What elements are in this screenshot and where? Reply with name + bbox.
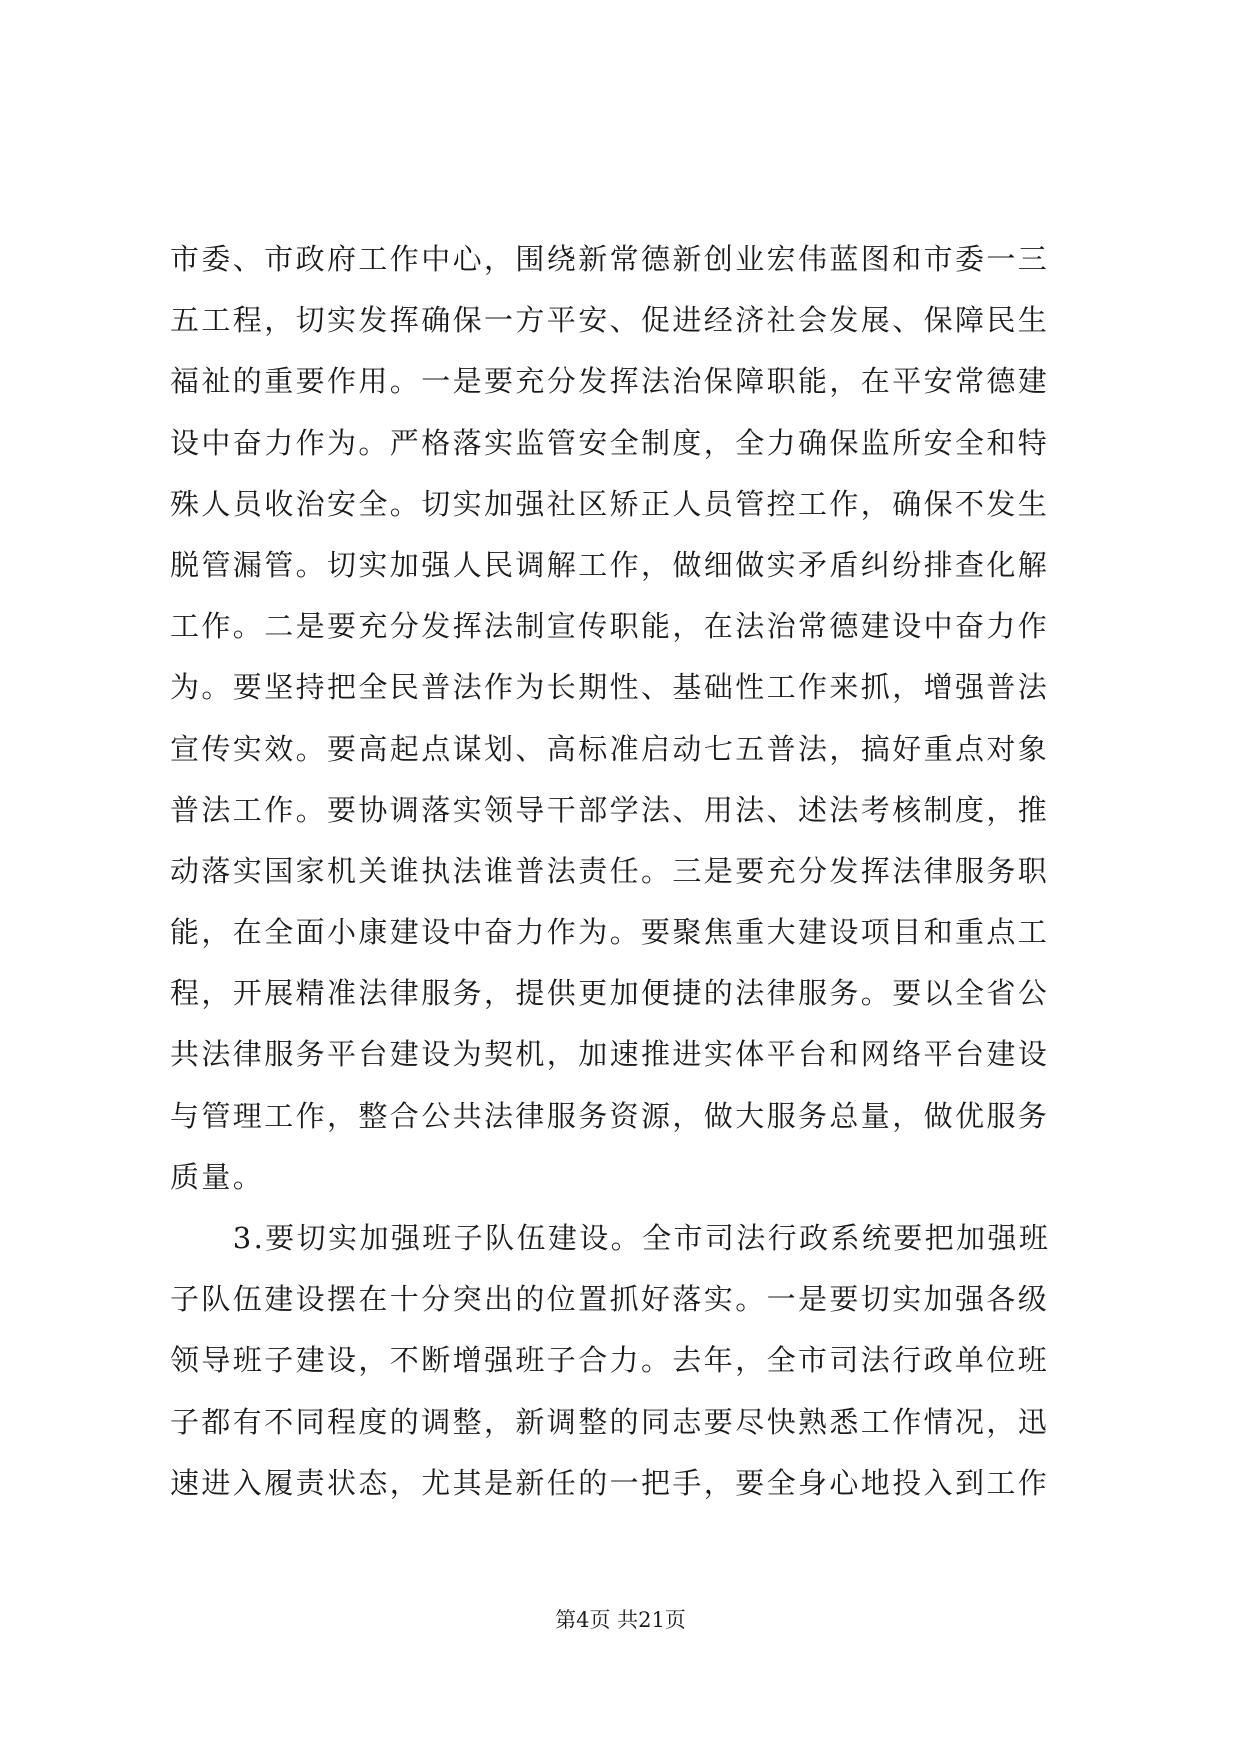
body-text	[170, 229, 1075, 1514]
text-line: 殊人员收治安全。切实加强社区矫正人员管控工作，确保不发生	[170, 486, 1050, 521]
page-footer	[0, 1604, 1241, 1634]
text-line: 工作。二是要充分发挥法制宣传职能，在法治常德建设中奋力作	[170, 609, 1050, 644]
text-line: 质量。	[170, 1159, 265, 1194]
text-line: 普法工作。要协调落实领导干部学法、用法、述法考核制度，推	[170, 792, 1050, 827]
text-line: 五工程，切实发挥确保一方平安、促进经济社会发展、保障民生	[170, 303, 1050, 338]
text-line: 子队伍建设摆在十分突出的位置抓好落实。一是要切实加强各级	[170, 1282, 1050, 1317]
text-line: 3.要切实加强班子队伍建设。全市司法行政系统要把加强班	[170, 1221, 1051, 1255]
text-line: 福祉的重要作用。一是要充分发挥法治保障职能，在平安常德建	[170, 364, 1050, 399]
text-line: 为。要坚持把全民普法作为长期性、基础性工作来抓，增强普法	[170, 670, 1050, 705]
text-line: 设中奋力作为。严格落实监管安全制度，全力确保监所安全和特	[170, 425, 1050, 460]
text-line: 能，在全面小康建设中奋力作为。要聚焦重大建设项目和重点工	[170, 915, 1050, 950]
text-line: 脱管漏管。切实加强人民调解工作，做细做实矛盾纠纷排查化解	[170, 547, 1050, 582]
text-line: 速进入履责状态，尤其是新任的一把手，要全身心地投入到工作	[170, 1465, 1050, 1500]
text-line: 市委、市政府工作中心，围绕新常德新创业宏伟蓝图和市委一三	[170, 242, 1050, 276]
text-line: 领导班子建设，不断增强班子合力。去年，全市司法行政单位班	[170, 1343, 1050, 1378]
text-line: 宣传实效。要高起点谋划、高标准启动七五普法，搞好重点对象	[170, 731, 1050, 766]
text-line: 程，开展精准法律服务，提供更加便捷的法律服务。要以全省公	[170, 976, 1050, 1011]
text-line: 子都有不同程度的调整，新调整的同志要尽快熟悉工作情况，迅	[170, 1404, 1050, 1439]
page-number-label: 第4页 共21页	[555, 1608, 686, 1632]
text-line: 动落实国家机关谁执法谁普法责任。三是要充分发挥法律服务职	[170, 853, 1050, 888]
text-line: 共法律服务平台建设为契机，加速推进实体平台和网络平台建设	[170, 1037, 1050, 1072]
text-line: 与管理工作，整合公共法律服务资源，做大服务总量，做优服务	[170, 1098, 1050, 1133]
